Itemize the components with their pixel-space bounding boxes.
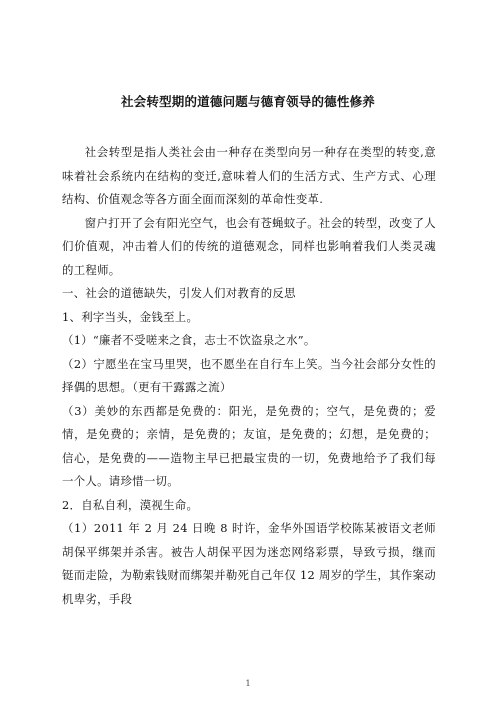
- document-body: [62, 141, 436, 611]
- paragraph: （3）美妙的东西都是免费的：阳光，是免费的；空气，是免费的；爱情，是免费的；亲情，是免费的；友谊，是免费的；幻想，是免费的；信心，是免费的——造物主早已把最宝贵的一切，免费地给予了我们每一个人。请珍惜一切。: [62, 403, 436, 488]
- paragraph: （2）宁愿坐在宝马里哭，也不愿坐在自行车上笑。当今社会部分女性的择偶的思想。（更有干露露之流）: [62, 356, 436, 394]
- paragraph: 1、利字当头，金钱至上。: [62, 309, 199, 324]
- paragraph: 社会转型是指人类社会由一种存在类型向另一种存在类型的转变,意味着社会系统内在结构的变迁,意味着人们的生活方式、生产方式、心理结构、价值观念等各方面全面而深刻的革命性变革.: [62, 145, 436, 206]
- document-title: 社会转型期的道德问题与德育领导的德性修养: [120, 94, 375, 109]
- paragraph: （1）2011 年 2 月 24 日晚 8 时许，金华外国语学校陈某被语文老师胡保平绑架并杀害。被告人胡保平因为迷恋网络彩票，导致亏损，继而铤而走险，为勒索钱财而绑架并勒死自己年仅 12 周岁的学生，其作案动机卑劣，手段: [62, 521, 436, 606]
- paragraph: 窗户打开了会有阳光空气，也会有苍蝇蚊子。社会的转型，改变了人们价值观，冲击着人们的传统的道德观念，同样也影响着我们人类灵魂的工程师。: [62, 215, 436, 277]
- paragraph: 一、社会的道德缺失，引发人们对教育的反思: [62, 286, 296, 300]
- paragraph: （1）“廉者不受嗟来之食，志士不饮盗泉之水”。: [62, 333, 316, 347]
- page-number: 1: [245, 679, 251, 688]
- paragraph: 2．自私自利，漠视生命。: [62, 497, 199, 512]
